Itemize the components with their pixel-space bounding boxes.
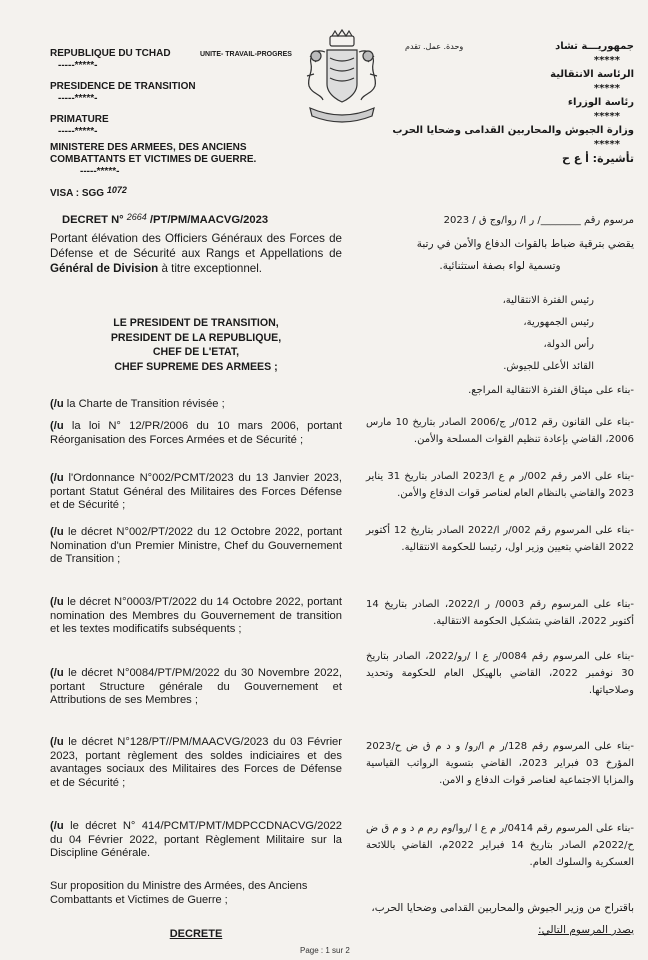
visa-item-fr: (/u la Charte de Transition révisée ; <box>50 398 225 410</box>
decrete-ar: يصدر المرسوم التالي: <box>538 924 634 936</box>
visa-item-fr: (/u le décret N° 414/PCMT/PMT/MDPCCDNACVG/2022 du 04 Février 2022, portant Règlement Militaire sur la Discipline Générale. <box>50 820 343 860</box>
visa-item-ar: -بناء على المرسوم رقم 0414/ر م ع ا /روا/وم رم م د و م ق ض ح/2022م الصادر بتاريخ 14 فبراير 2022م، القاضي باللائحة العسكرية والسلوك العام. <box>366 823 634 868</box>
visa-ar: تأشيرة: أ ع ح <box>561 152 634 165</box>
visa-handwritten: 1072 <box>106 185 127 195</box>
proposal-ar: باقتراح من وزير الجيوش والمحاربين القدامى وضحايا الحرب، <box>371 902 634 914</box>
separator-stars: -----*****- <box>58 60 98 71</box>
header-left <box>50 48 280 178</box>
separator-stars: -----*****- <box>58 93 98 104</box>
presidency-ar: الرئاسة الانتقالية <box>550 69 634 80</box>
visa-item-ar: -بناء على المرسوم رقم 0003/ ر ا/2022، الصادر بتاريخ 14 أكتوبر 2022، القاضي بتشكيل الحكومة الانتقالية. <box>366 599 634 627</box>
president-titles-fr: LE PRESIDENT DE TRANSITION, PRESIDENT DE LA REPUBLIQUE, CHEF DE L'ETAT, CHEF SUPREME DES ARMEES ; <box>110 317 282 373</box>
visa-fr <box>50 185 127 199</box>
visa-item-ar: -بناء على الامر رقم 002/ر م ع ا/2023 الصادر بتاريخ 31 يناير 2023 والقاضي بالنظام العام لعناصر قوات الدفاع والأمن. <box>366 471 635 499</box>
visa-item-ar: -بناء على ميثاق الفترة الانتقالية المراجع. <box>468 385 634 396</box>
ministry-ar: وزارة الجيوش والمحاربين القدامى وضحايا الحرب <box>392 125 634 136</box>
visa-item-fr: (/u la loi N° 12/PR/2006 du 10 mars 2006, portant Réorganisation des Forces Armées et de Sécurité ; <box>50 420 343 446</box>
decrete-fr: DECRETE <box>169 928 223 940</box>
decree-object-ar-1: يقضي بترقية ضباط بالقوات الدفاع والأمن في رتبة <box>416 238 634 250</box>
coat-of-arms-icon <box>292 28 392 128</box>
decree-title-fr <box>50 214 342 228</box>
decree-prefix: DECRET N° <box>62 214 124 226</box>
president-titles-ar: رئيس الفترة الانتقالية، رئيس الجمهورية، رأس الدولة، القائد الأعلى للجيوش. <box>502 295 594 372</box>
separator-stars: ***** <box>593 55 620 66</box>
presidence-fr: PRESIDENCE DE TRANSITION <box>50 81 196 92</box>
visa-item-ar: -بناء على المرسوم رقم 128/ر م ا/رو/ و د م ق ض ح/2023 المؤرخ 03 فبراير 2023، القاضي بتسوية الرواتب القياسية والمزايا الاجتماعية لعناصر قوات الدفاع و الامن. <box>366 741 634 786</box>
page-number: Page : 1 sur 2 <box>300 946 350 955</box>
ministry-fr-2: COMBATTANTS ET VICTIMES DE GUERRE. <box>50 154 257 165</box>
proposal-fr: Sur proposition du Ministre des Armées, des Anciens Combattants et Victimes de Guerre ; <box>50 880 308 906</box>
visa-item-fr: (/u l'Ordonnance N°002/PCMT/2023 du 13 Janvier 2023, portant Statut Général des Militaires des Forces Défense et de Sécurité ; <box>50 472 342 512</box>
decree-rank: Général de Division <box>50 261 159 275</box>
country-fr: REPUBLIQUE DU TCHAD <box>50 48 171 59</box>
country-ar: جمهوريـــة تشاد <box>555 41 634 52</box>
visa-item-ar: -بناء على المرسوم رقم 002/ر ا/2022 الصادر بتاريخ 12 أكتوبر 2022 القاضي بتعيين وزير اول، رئيسا للحكومة الانتقالية. <box>366 525 634 553</box>
primature-ar: رئاسة الوزراء <box>567 97 634 108</box>
motto-fr: UNITE- TRAVAIL-PROGRES <box>200 51 292 58</box>
visa-item-fr: (/u le décret N°0003/PT/2022 du 14 Octobre 2022, portant nomination des Membres du Gouvernement de transition et les textes modificatifs subséquents ; <box>50 596 342 636</box>
separator-stars: -----*****- <box>80 166 120 177</box>
motto-ar: وحدة. عمل. تقدم <box>405 42 464 51</box>
primature-fr: PRIMATURE <box>50 114 109 125</box>
header-right <box>384 40 634 166</box>
separator-stars: ***** <box>593 111 620 122</box>
decree-suffix: /PT/PM/MAACVG/2023 <box>149 214 269 226</box>
decree-title-ar: مرسوم رقم ________/ ر ا/ روا/وج ق / 2023 <box>443 215 634 226</box>
visa-label: VISA : SGG <box>50 188 105 199</box>
decree-number: 2664 <box>126 212 147 222</box>
decree-object-ar-2: وتسمية لواء بصفة استثنائية. <box>439 260 561 272</box>
separator-stars: ***** <box>593 83 620 94</box>
visa-item-ar: -بناء على القانون رقم 012/ر ج/2006 الصادر بتاريخ 10 مارس 2006، القاضي بإعادة تنظيم القوات المسلحة والأمن. <box>366 417 634 445</box>
decree-object-fr: Portant élévation des Officiers Généraux des Forces de Défense et de Sécurité aux Rangs et Appellations de Général de Division à titre exceptionnel. <box>50 232 342 275</box>
visa-item-fr: (/u le décret N°002/PT/2022 du 12 Octobre 2022, portant Nomination d'un Premier Ministre, Chef du Gouvernement de Transition ; <box>50 526 343 566</box>
visa-item-fr: (/u le décret N°0084/PT/PM/2022 du 30 Novembre 2022, portant Structure générale du Gouvernement et Attributions de ses Membres ; <box>50 667 343 707</box>
visa-item-ar: -بناء على المرسوم رقم 0084/ر ع ا /رو/2022، الصادر بتاريخ 30 نوفمبر 2022، القاضي بالهيكل العام للحكومة وتحديد وصلاحياتها. <box>366 651 635 696</box>
separator-stars: ***** <box>593 139 620 150</box>
visa-item-fr: (/u le décret N°128/PT//PM/MAACVG/2023 du 03 Février 2023, portant règlement des soldes indiciaires et des avantages sociaux des Militaires des Forces de Défense et de Sécurité ; <box>50 736 343 789</box>
separator-stars: -----*****- <box>58 126 98 137</box>
ministry-fr-1: MINISTERE DES ARMEES, DES ANCIENS <box>50 142 247 153</box>
